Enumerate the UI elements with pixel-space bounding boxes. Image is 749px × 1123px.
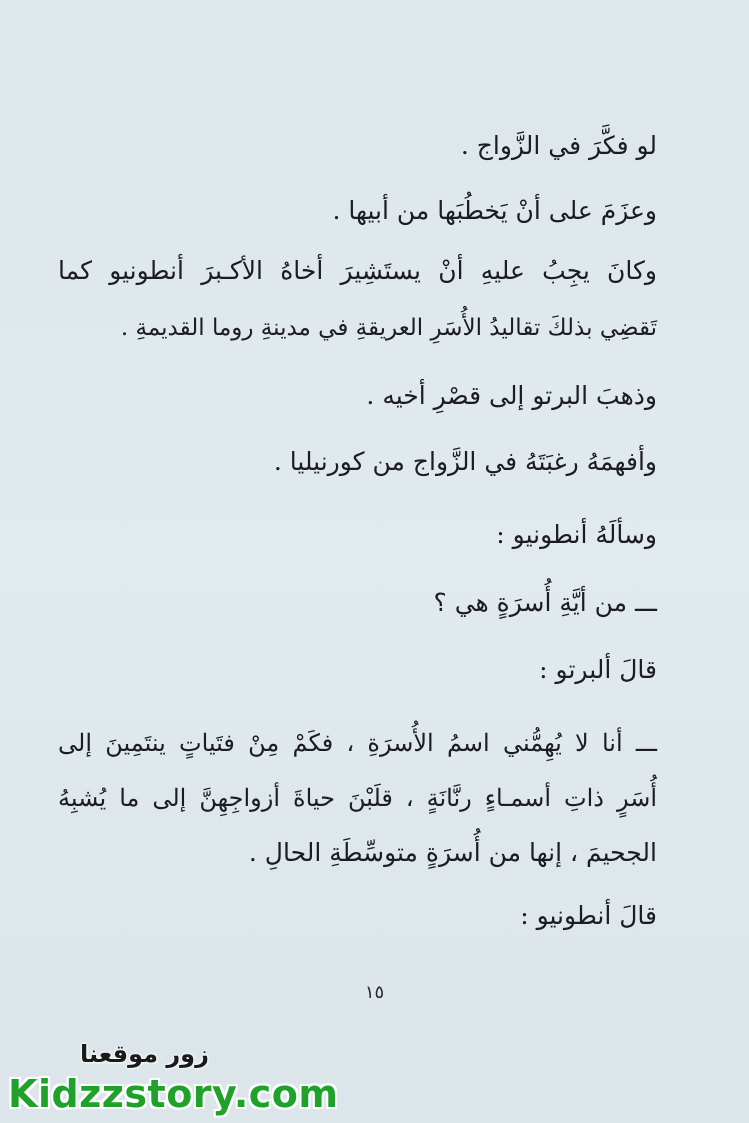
text-line-8: ـــ من أيَّةِ أُسرَةٍ هي ؟ [433, 588, 657, 617]
text-line-3: وكانَ يجِبُ عليهِ أنْ يستَشِيرَ أخاهُ الأكـبرَ أنطونيو كما [58, 256, 657, 285]
watermark-site-logo: Kidzzstory.com [8, 1072, 339, 1116]
text-line-12: الجحيمَ ، إنها من أُسرَةٍ متوسِّطَةِ الحالِ . [248, 838, 657, 867]
text-line-9: قالَ ألبرتو : [539, 655, 657, 684]
text-line-10: ـــ أنا لا يُهِمُّني اسمُ الأُسرَةِ ، فكَمْ مِنْ فتَياتٍ ينتَمِينَ إلى [58, 729, 657, 757]
page-number: ١٥ [364, 982, 385, 1003]
watermark-arabic-text: زور موقعنا [80, 1040, 209, 1068]
text-line-1: لو فكَّرَ في الزَّواج . [460, 131, 657, 160]
text-line-4: تَقضِي بذلكَ تقاليدُ الأُسَرِ العريقةِ في مدينةِ روما القديمةِ . [120, 315, 657, 341]
text-line-6: وأفهمَهُ رغبَتَهُ في الزَّواج من كورنيليا . [273, 447, 657, 476]
text-line-7: وسألَهُ أنطونيو : [496, 520, 657, 549]
text-line-13: قالَ أنطونيو : [520, 901, 657, 930]
text-line-5: وذهبَ البرتو إلى قصْرِ أخيه . [366, 381, 657, 410]
text-line-11: أُسَرٍ ذاتِ أسمـاءٍ رنَّانَةٍ ، قلَبْنَ حياةَ أزواجِهِنَّ إلى ما يُشبِهُ [58, 784, 657, 812]
text-line-2: وعزَمَ على أنْ يَخطُبَها من أبيها . [332, 196, 657, 225]
